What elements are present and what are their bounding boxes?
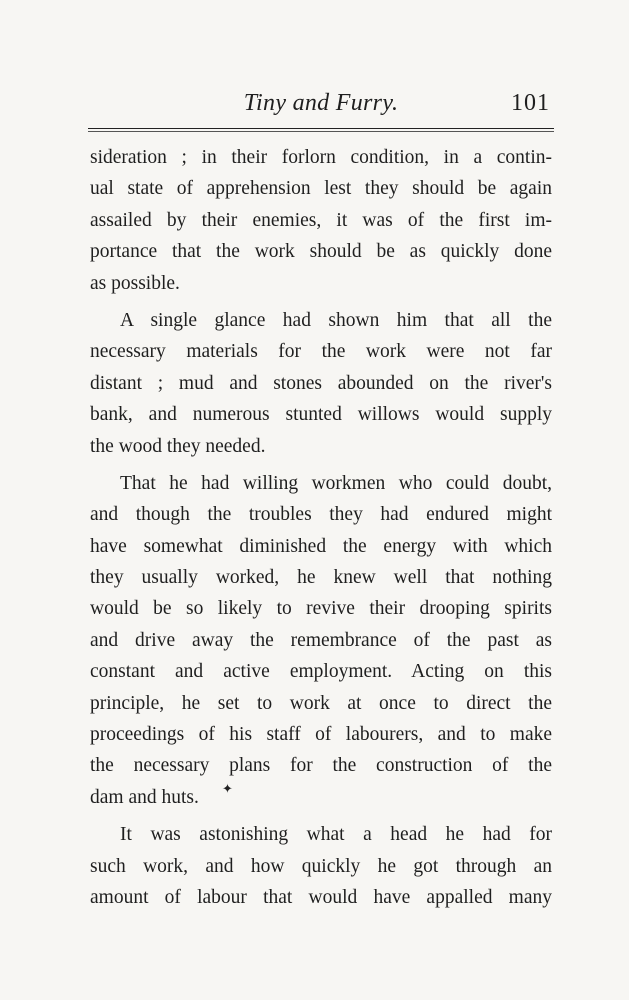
text-line: proceedings of his staff of labourers, and to make: [90, 724, 552, 746]
text-line: they usually worked, he knew well that nothing: [90, 567, 552, 589]
text-line: bank, and numerous stunted willows would supply: [90, 404, 552, 426]
text-line: principle, he set to work at once to direct the: [90, 692, 552, 714]
text-line: portance that the work should be as quickly done: [90, 241, 552, 263]
text-line: ual state of apprehension lest they should be again: [90, 178, 552, 200]
text-line: dam and huts.: [90, 786, 199, 808]
text-line: amount of labour that would have appalled many: [90, 886, 552, 908]
text-line: the necessary plans for the construction of the: [90, 755, 552, 777]
ink-speck: ✦: [222, 781, 233, 796]
text-line: sideration ; in their forlorn condition, in a contin-: [90, 147, 552, 168]
text-line: and though the troubles they had endured might: [90, 504, 552, 526]
header-rule: [88, 128, 554, 132]
text-line: as possible.: [90, 272, 180, 294]
text-line: constant and active employment. Acting on this: [90, 661, 552, 683]
text-line: necessary materials for the work were not far: [90, 341, 552, 363]
running-header: [90, 88, 552, 124]
text-line: It was astonishing what a head he had for: [120, 824, 552, 846]
text-line: That he had willing workmen who could doubt,: [120, 472, 552, 494]
text-line: have somewhat diminished the energy with which: [90, 535, 552, 557]
body-text: [90, 142, 552, 913]
text-line: assailed by their enemies, it was of the first im-: [90, 209, 552, 231]
text-line: such work, and how quickly he got through an: [90, 855, 552, 877]
text-line: the wood they needed.: [90, 435, 266, 457]
text-line: A single glance had shown him that all the: [120, 309, 552, 331]
text-line: distant ; mud and stones abounded on the river's: [90, 372, 552, 394]
running-title: Tiny and Furry.: [243, 90, 399, 116]
text-line: would be so likely to revive their drooping spirits: [90, 598, 552, 620]
text-line: and drive away the remembrance of the past as: [90, 629, 552, 651]
page-number: 101: [511, 90, 550, 116]
